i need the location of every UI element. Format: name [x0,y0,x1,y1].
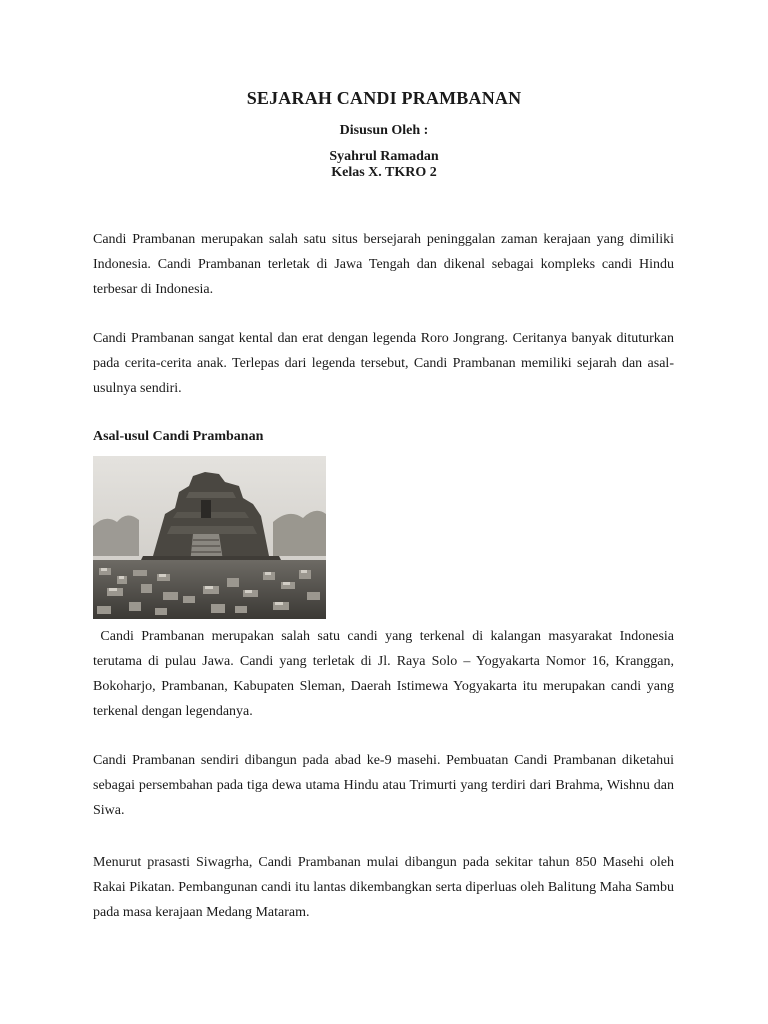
paragraph-location: Candi Prambanan merupakan salah satu candi yang terkenal di kalangan masyarakat Indonesia terutama di pulau Jawa. Candi yang terletak di Jl. Raya Solo – Yogyakarta Nomor 16, Kranggan, Bokoharjo, Prambanan, Kabupaten Sleman, Daerah Istimewa Yogyakarta itu merupakan candi yang terkenal dengan legendanya. [93,629,674,719]
author-class: Kelas X. TKRO 2 [331,165,437,180]
author-name: Syahrul Ramadan [329,149,439,164]
temple-ruins-photo [93,456,326,619]
document-title: SEJARAH CANDI PRAMBANAN [246,88,522,108]
paragraph-legend: Candi Prambanan sangat kental dan erat dengan legenda Roro Jongrang. Ceritanya banyak dituturkan pada cerita-cerita anak. Terlepas dari legenda tersebut, Candi Prambanan memiliki sejarah dan asal-usulnya sendiri. [93,331,674,396]
paragraph-intro: Candi Prambanan merupakan salah satu situs bersejarah peninggalan zaman kerajaan yang dimiliki Indonesia. Candi Prambanan terletak di Jawa Tengah dan dikenal sebagai kompleks candi Hindu terbesar di Indonesia. [93,232,674,297]
compiled-by-label: Disusun Oleh : [339,123,429,138]
paragraph-construction: Candi Prambanan sendiri dibangun pada abad ke-9 masehi. Pembuatan Candi Prambanan diketahui sebagai persembahan pada tiga dewa utama Hindu atau Trimurti yang terdiri dari Brahma, Wishnu dan Siwa. [93,753,674,818]
paragraph-inscription: Menurut prasasti Siwagrha, Candi Prambanan mulai dibangun pada sekitar tahun 850 Masehi oleh Rakai Pikatan. Pembangunan candi itu lantas dikembangkan serta diperluas oleh Balitung Maha Sambu pada masa kerajaan Medang Mataram. [93,855,674,920]
section-heading: Asal-usul Candi Prambanan [93,429,264,444]
